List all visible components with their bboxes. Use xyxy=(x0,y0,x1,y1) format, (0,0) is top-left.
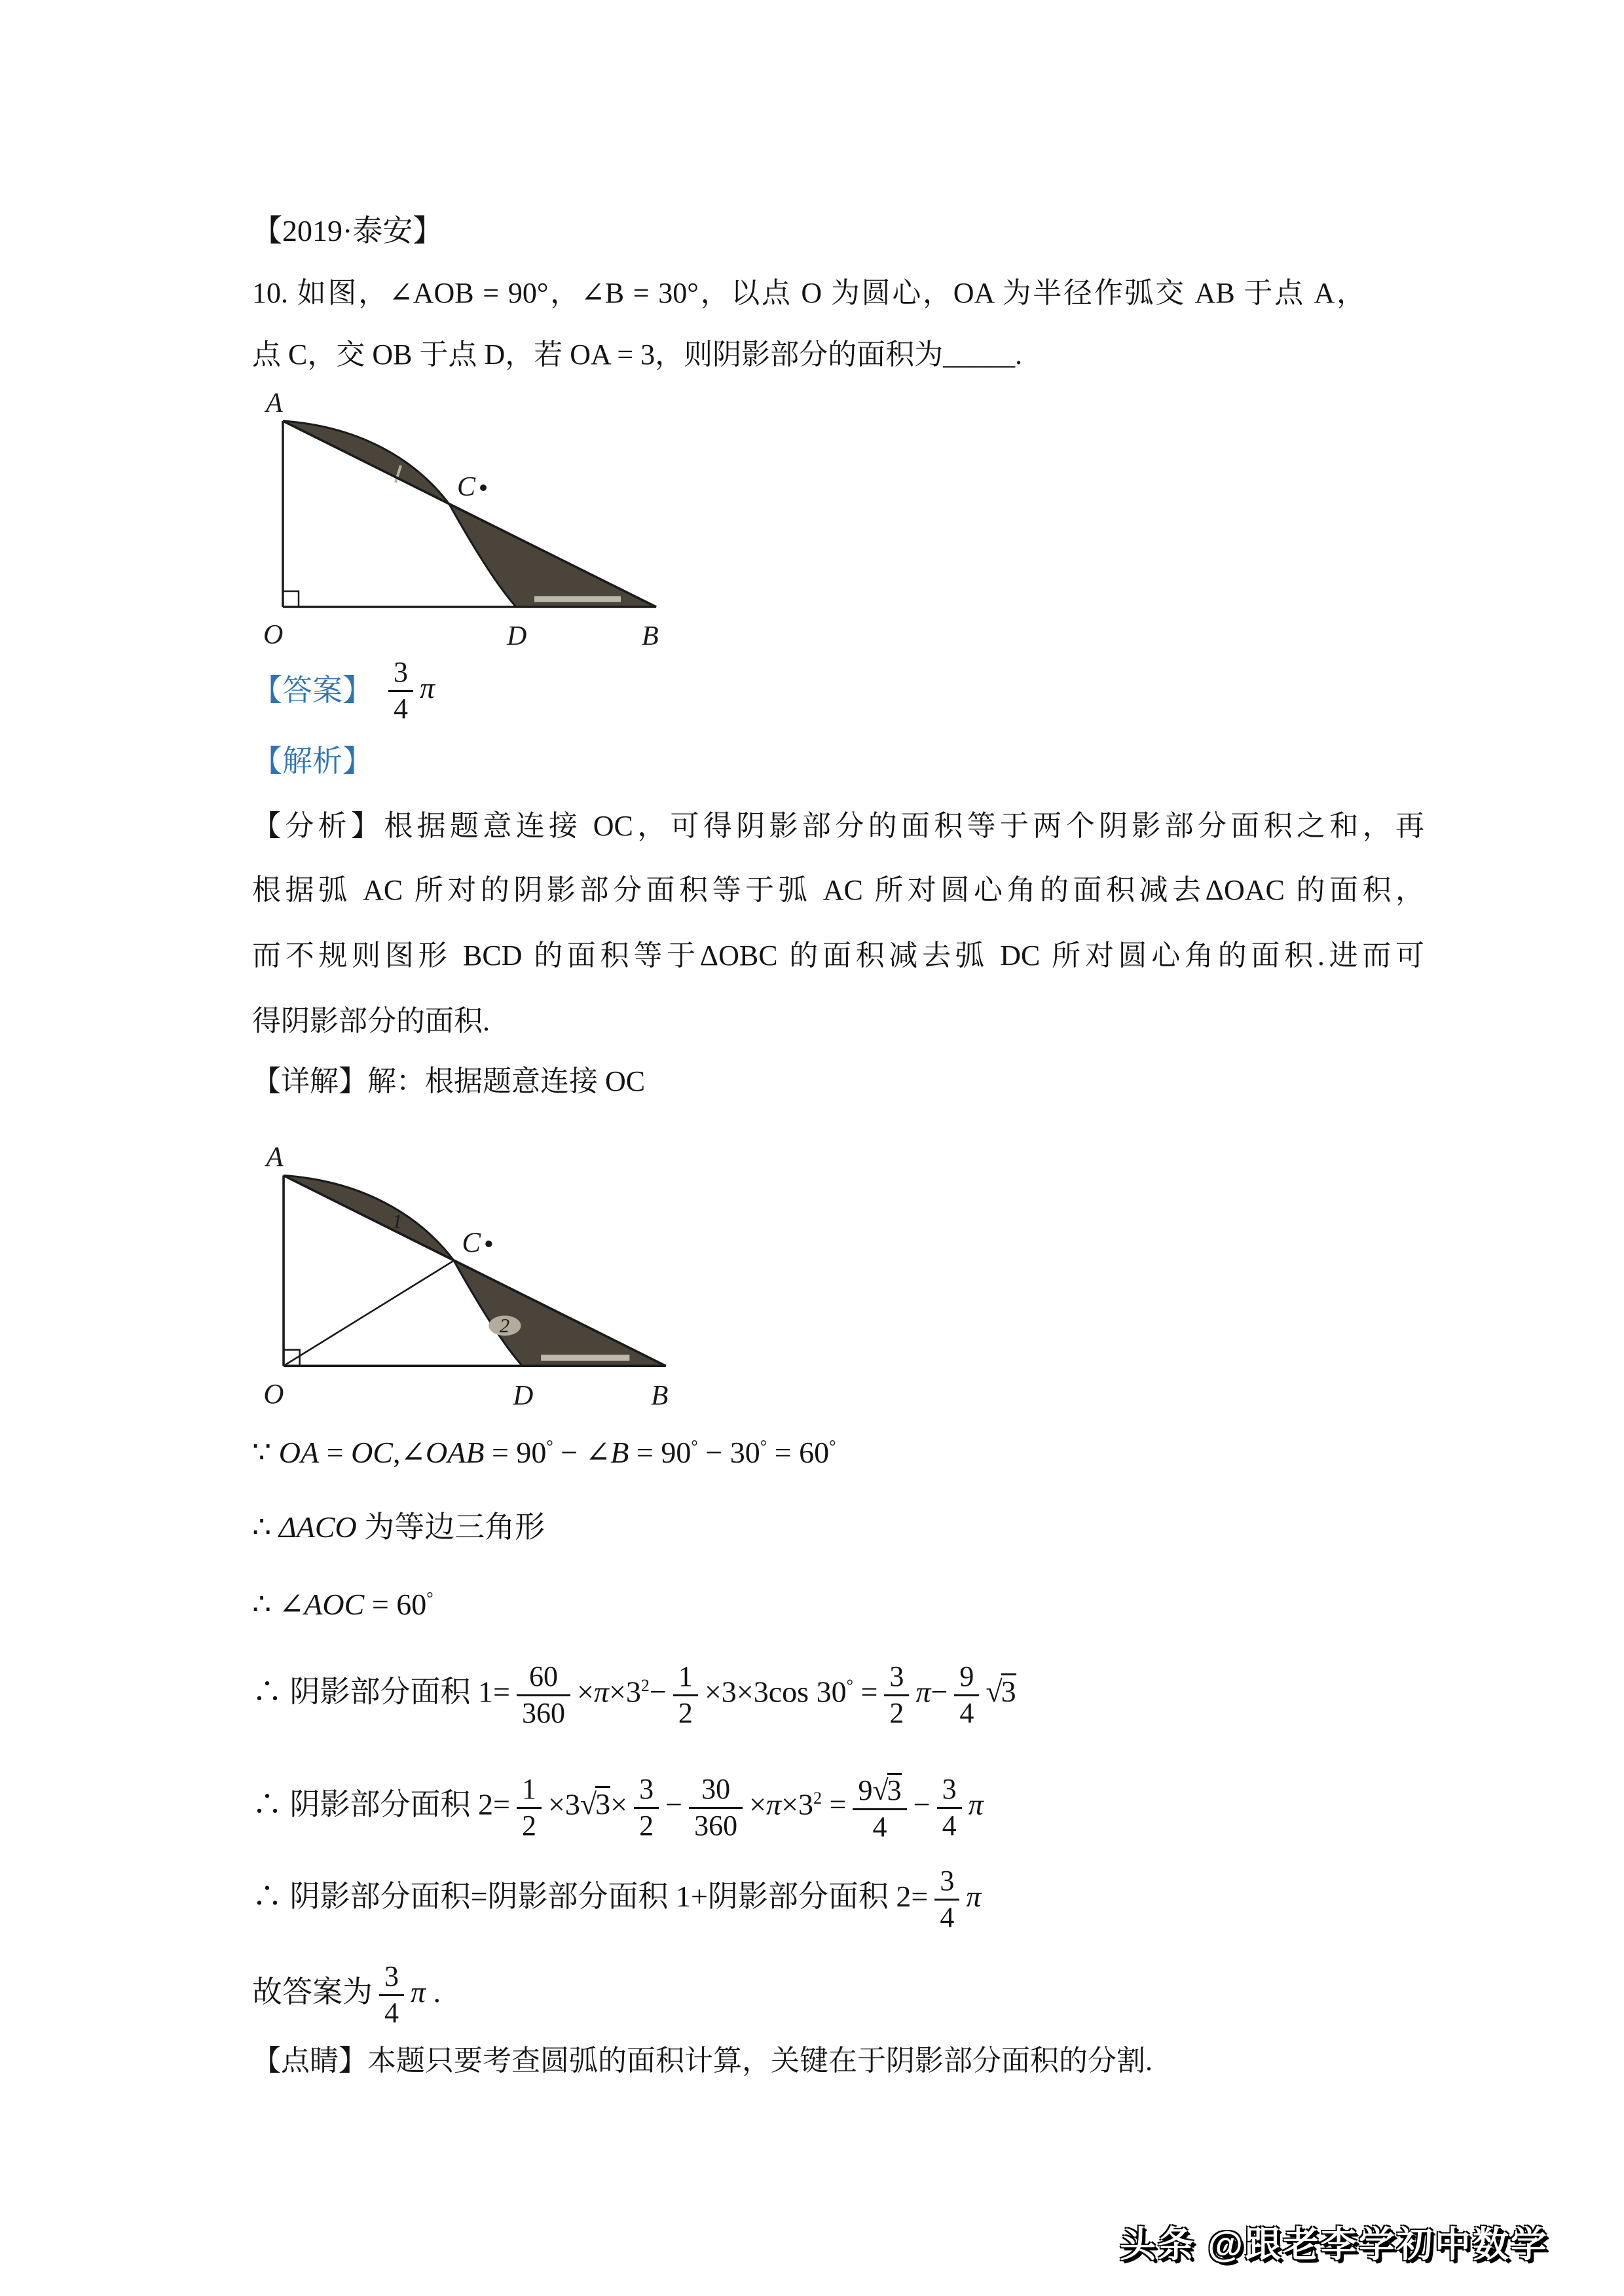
region-mark-1: 1 xyxy=(392,1210,403,1233)
stray-dot xyxy=(480,484,487,491)
figure-problem xyxy=(254,383,667,651)
derivation-line-1: ∵ OA = OC,∠OAB = 90° − ∠B = 90° − 30° = 60° xyxy=(252,1436,836,1469)
derivation-line-2: ∴ ΔACO 为等边三角形 xyxy=(252,1510,545,1544)
figure-solution xyxy=(254,1137,676,1412)
vertex-label-B: B xyxy=(651,1380,669,1412)
segment-AB xyxy=(284,1176,666,1366)
analysis-line-4: 得阴影部分的面积. xyxy=(252,1005,490,1037)
analysis-line-1: 【分析】根据题意连接 OC，可得阴影部分的面积等于两个阴影部分面积之和，再 xyxy=(252,810,1424,842)
vertex-label-D: D xyxy=(513,1380,534,1412)
vertex-label-D: D xyxy=(507,621,527,651)
shaded-area-formula-2: ∴ 阴影部分面积 2= $\frac{1}{2}$ ×3√3× $\frac{3}{2}$ − $\frac{30}{360}$ $\times\pi\times 3^2$ = $\frac{9√3}{4}$ − $\frac{3}{4}$ π xyxy=(252,1772,984,1843)
vertex-label-O: O xyxy=(263,620,284,650)
answer-label: 【答案】 xyxy=(252,673,373,707)
derivation-line-3: ∴ ∠AOC = 60° xyxy=(252,1588,434,1621)
vertex-label-A: A xyxy=(266,388,283,418)
watermark: 头条 @跟老李学初中数学 xyxy=(1120,2224,1549,2265)
answer-value: $\frac{3}{4}$ π xyxy=(382,657,435,724)
final-answer-line: 故答案为 $\frac{3}{4}$ π . xyxy=(252,1960,441,2030)
vertex-label-C: C xyxy=(462,1228,481,1259)
analysis-line-2: 根据弧 AC 所对的阴影部分面积等于弧 AC 所对圆心角的面积减去ΔOAC 的面积， xyxy=(252,874,1424,906)
shaded-area-formula-1: ∴ 阴影部分面积 1= $\frac{60}{360}$ $\times\pi\times 3^2-$ $\frac{1}{2}$ ×3×3cos 30° = $\frac{3}{2}$ π− $\frac{9}{4}$ √3 xyxy=(252,1660,1016,1729)
vertex-label-C: C xyxy=(457,472,476,502)
remark-line: 【点睛】本题只要考查圆弧的面积计算，关键在于阴影部分面积的分割. xyxy=(252,2045,1153,2077)
region-mark-2: 2 xyxy=(499,1315,510,1338)
detail-intro: 【详解】解：根据题意连接 OC xyxy=(252,1065,646,1097)
segment-AB xyxy=(283,421,656,607)
problem-line-1: 10. 如图，∠AOB = 90°，∠B = 30°，以点 O 为圆心，OA 为半径作弧交 AB 于点 A， xyxy=(252,277,1365,309)
total-area-formula: ∴ 阴影部分面积=阴影部分面积 1+阴影部分面积 2= $\frac{3}{4}$ π xyxy=(252,1865,982,1934)
answer-row xyxy=(252,645,435,737)
problem-line-2: 点 C，交 OB 于点 D，若 OA = 3，则阴影部分的面积为_____. xyxy=(252,338,1023,371)
vertex-label-B: B xyxy=(642,621,659,651)
segment-OC xyxy=(284,1261,454,1366)
right-angle-mark xyxy=(283,591,299,607)
source-tag: 【2019·泰安】 xyxy=(252,214,443,247)
vertex-label-O: O xyxy=(263,1379,284,1410)
stray-dot xyxy=(485,1241,492,1247)
jiexi-label: 【解析】 xyxy=(252,744,373,778)
analysis-line-3: 而不规则图形 BCD 的面积等于ΔOBC 的面积减去弧 DC 所对圆心角的面积.进而可 xyxy=(252,939,1424,972)
vertex-label-A: A xyxy=(266,1142,284,1173)
